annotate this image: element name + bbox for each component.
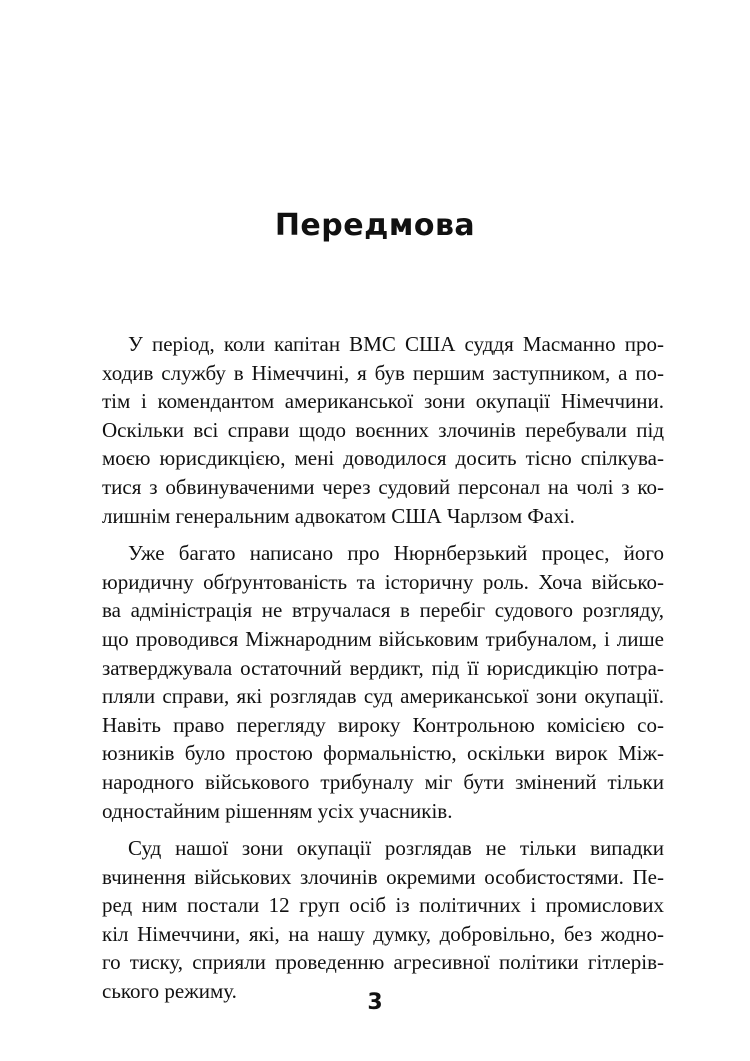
text-line: одностайним рішенням усіх учасників.: [102, 798, 453, 823]
text-line: тім і комендантом американської зони окупації Німеччини.: [102, 389, 664, 414]
body-text: [102, 330, 664, 1015]
text-line: юзників було простою формальністю, оскільки вирок Між-: [102, 741, 664, 766]
text-line: ського режиму.: [102, 979, 237, 1004]
text-line: ред ним постали 12 груп осіб із політичних і промислових: [102, 893, 664, 918]
text-line: пляли справи, які розглядав суд американської зони окупації.: [102, 684, 664, 709]
text-line: ва адміністрація не втручалася в перебіг судового розгляду,: [102, 598, 664, 623]
text-line: моєю юрисдикцією, мені доводилося досить тісно спілкува-: [102, 446, 664, 471]
text-line: У період, коли капітан ВМС США суддя Масманно про-: [128, 332, 664, 356]
text-line: кіл Німеччини, які, на нашу думку, добровільно, без жодно-: [102, 921, 664, 946]
text-line: Уже багато написано про Нюрнберзький процес, його: [128, 541, 664, 566]
text-line: ходив службу в Німеччині, я був першим заступником, а по-: [102, 360, 664, 385]
page-number: 3: [367, 990, 383, 1015]
paragraph: [102, 834, 664, 1006]
paragraph: [102, 539, 664, 825]
text-line: го тиску, сприяли проведенню агресивної політики гітлерів-: [102, 950, 664, 975]
text-line: тися з обвинуваченими через судовий персонал на чолі з ко-: [102, 474, 664, 499]
text-line: Оскільки всі справи щодо воєнних злочинів перебували під: [102, 417, 664, 442]
text-line: що проводився Міжнародним військовим трибуналом, і лише: [102, 626, 664, 651]
text-line: вчинення військових злочинів окремими особистостями. Пе-: [102, 864, 664, 889]
text-line: затверджувала остаточний вердикт, під її юрисдикцію потра-: [102, 655, 664, 680]
text-line: юридичну обґрунтованість та історичну роль. Хоча військо-: [102, 569, 664, 594]
text-line: народного військового трибуналу міг бути змінений тільки: [102, 769, 664, 794]
paragraph: [102, 330, 664, 530]
text-line: Суд нашої зони окупації розглядав не тільки випадки: [128, 836, 664, 861]
text-line: лишнім генеральним адвокатом США Чарлзом Фахі.: [102, 503, 575, 528]
page-title: Передмова: [274, 208, 476, 243]
text-line: Навіть право перегляду вироку Контрольною комісією со-: [102, 712, 664, 737]
